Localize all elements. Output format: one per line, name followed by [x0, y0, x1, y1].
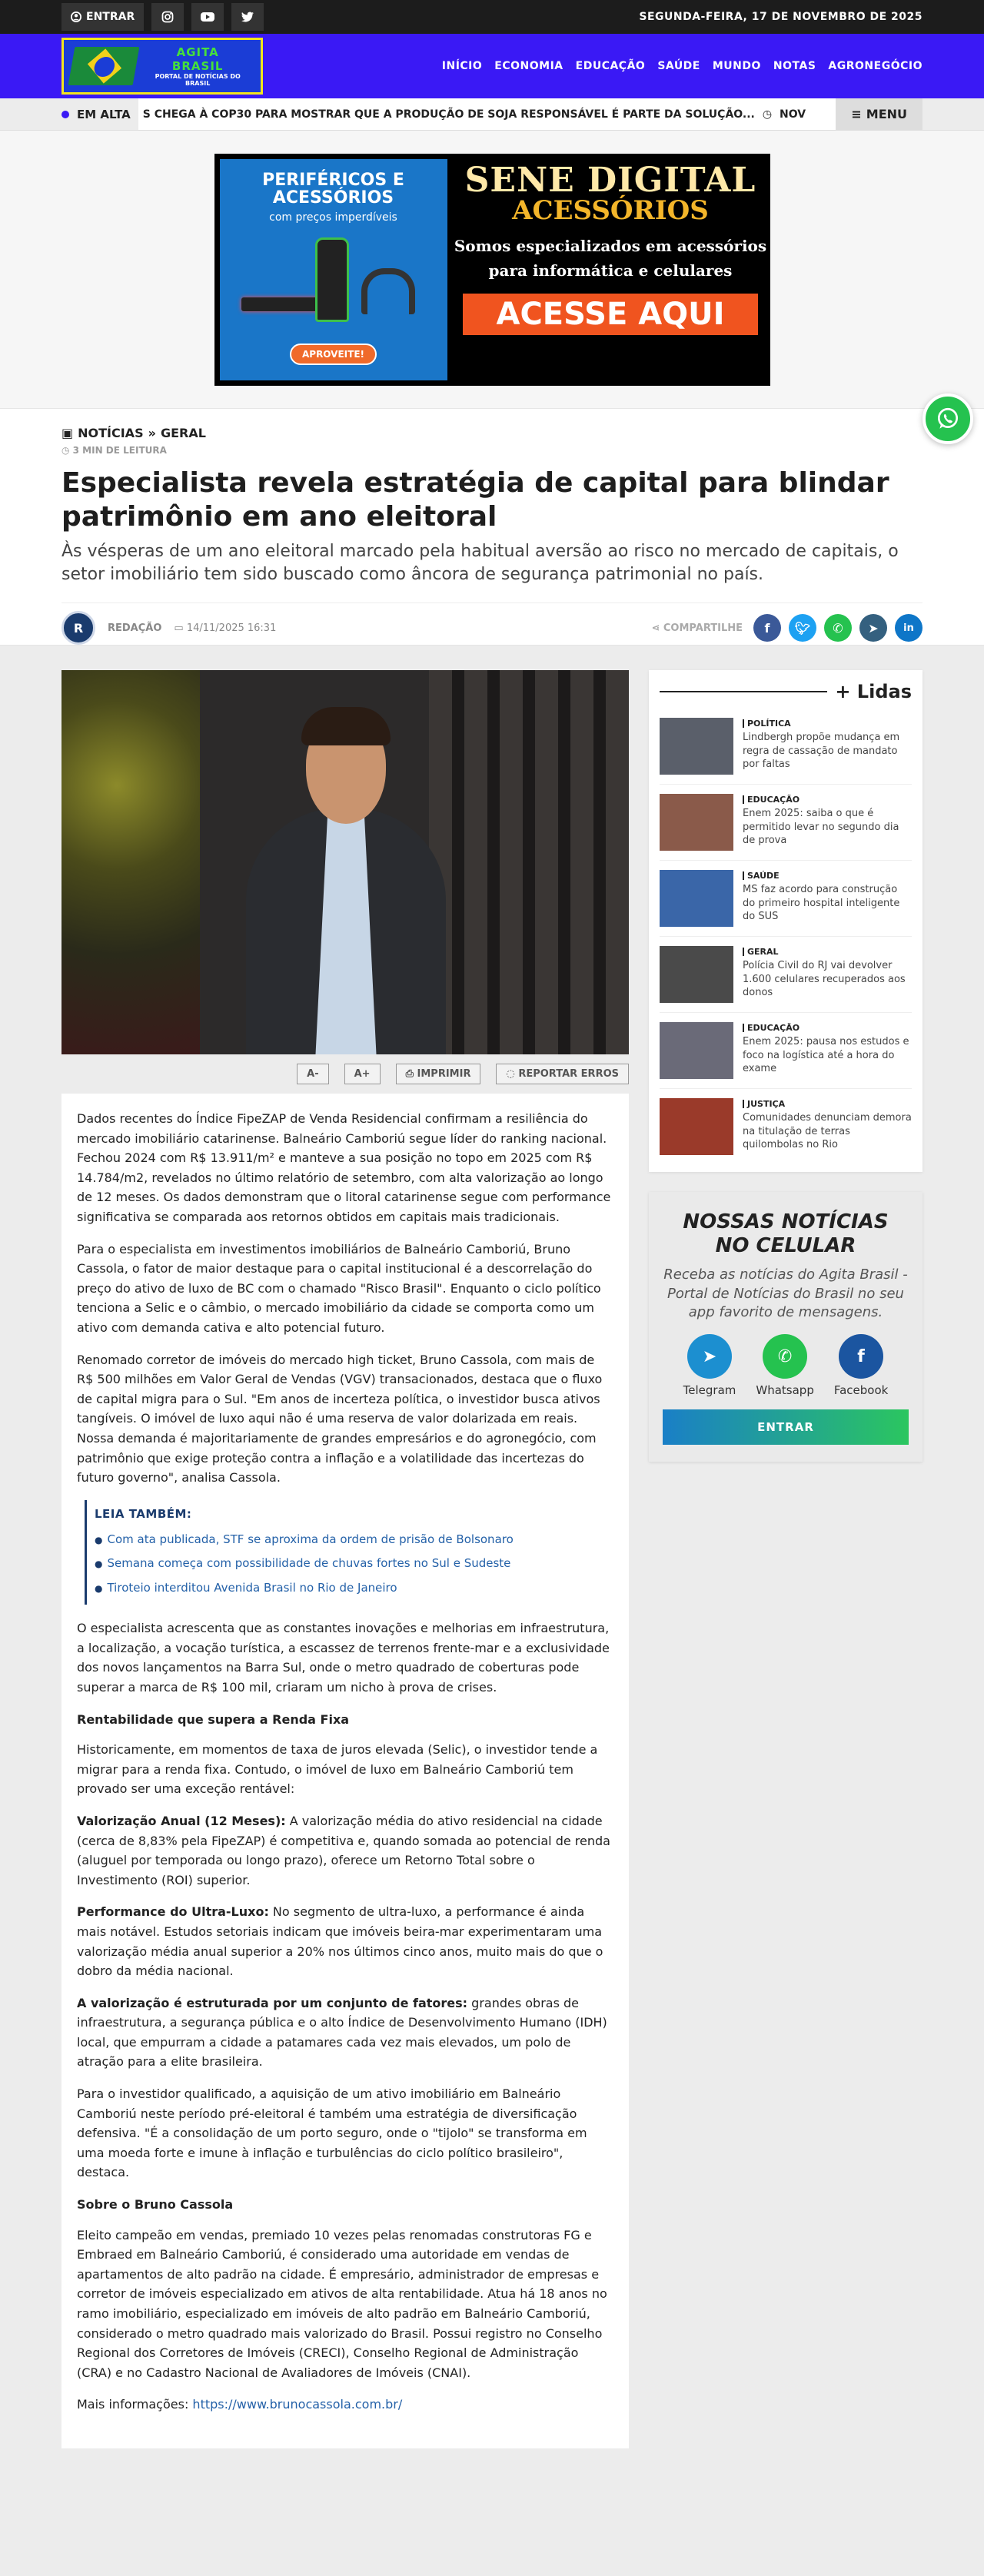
breadcrumb-section[interactable]: NOTÍCIAS	[78, 426, 144, 440]
linkedin-icon: in	[903, 622, 914, 634]
ad-brand-subtitle: ACESSÓRIOS	[512, 194, 709, 226]
bold-lead: Valorização Anual (12 Meses):	[77, 1813, 286, 1828]
most-read-box	[649, 670, 922, 1172]
whatsapp-icon: ✆	[833, 620, 843, 636]
article-paragraph	[77, 1902, 613, 1980]
share-linkedin-button[interactable]	[895, 614, 922, 642]
read-time	[62, 445, 922, 456]
most-read-thumbnail	[660, 1098, 733, 1155]
share-telegram-button[interactable]	[859, 614, 887, 642]
article-paragraph: Para o especialista em investimentos imobiliários de Balneário Camboriú, Bruno Cassola, o fator de maior destaque para o capital institucional é a descorrelação do preço do ativo de luxo de BC com o chamado "Risco Brasil". Enquanto o ciclo político tenciona a Selic e o câmbio, o mercado imobiliário da cidade se comporta como um ativo com demanda cativa e alto potencial futuro.	[77, 1241, 601, 1335]
ad-left-title: PERIFÉRICOS E ACESSÓRIOS	[262, 170, 404, 207]
whatsapp-label: Whatsapp	[756, 1383, 814, 1398]
more-info-link[interactable]: https://www.brunocassola.com.br/	[192, 2397, 403, 2412]
more-info-label: Mais informações:	[77, 2397, 193, 2412]
most-read-title: Enem 2025: saiba o que é permitido levar no segundo dia de prova	[743, 808, 899, 847]
whatsapp-channel-link[interactable]	[756, 1334, 813, 1397]
telegram-icon: ➤	[687, 1334, 732, 1379]
nav-item-saude[interactable]: SAÚDE	[657, 60, 700, 72]
ticker-label: EM ALTA	[77, 107, 131, 121]
article-paragraph: Historicamente, em momentos de taxa de juros elevada (Selic), o investidor tende a migrar para a renda fixa. Contudo, o imóvel de luxo em Balneário Camboriú tem provado ser uma exceção rentável:	[77, 1742, 598, 1797]
article-paragraph	[77, 1993, 613, 2072]
most-read-item[interactable]	[660, 937, 912, 1013]
read-time-label: 3 MIN DE LEITURA	[72, 445, 167, 456]
article-paragraph: Dados recentes do Índice FipeZAP de Venda Residencial confirmam a resiliência do mercado imobiliário catarinense. Balneário Camboriú segue líder do ranking nacional. Fechou 2024 com R$ 13.911/m² e manteve a sua posição no topo em 2025 com R$ 14.784/m2, revelados no último relatório de setembro, com alta valorização ao longo de 12 meses. Os dados demonstram que o litoral catarinense segue com performance significativa se comparada aos retornos obtidos em capitais mais tradicionais.	[77, 1111, 611, 1224]
facebook-icon: f	[764, 620, 770, 636]
nav-item-notas[interactable]: NOTAS	[773, 60, 816, 72]
ad-description: Somos especializados em acessórios para informática e celulares	[454, 236, 767, 280]
app-box-title: NOSSAS NOTÍCIAS NO CELULAR	[683, 1210, 889, 1258]
ad-cta: ACESSE AQUI	[463, 294, 758, 335]
share-twitter-button[interactable]	[789, 614, 816, 642]
app-enter-button[interactable]: ENTRAR	[663, 1409, 909, 1445]
font-decrease-button[interactable]: A-	[297, 1064, 328, 1084]
most-read-title: Lindbergh propõe mudança em regra de cassação de mandato por faltas	[743, 732, 900, 771]
site-logo[interactable]	[62, 38, 263, 95]
facebook-label: Facebook	[833, 1383, 889, 1398]
article-header	[0, 409, 984, 646]
sidebar	[649, 670, 922, 2448]
publish-date	[174, 622, 276, 634]
most-read-category: GERAL	[743, 948, 912, 956]
read-also-link[interactable]: ● Com ata publicada, STF se aproxima da ordem de prisão de Bolsonaro	[95, 1528, 613, 1552]
ticker-headline[interactable]: NOV	[780, 108, 806, 121]
paragraph-text: A valorização média do ativo residencial na cidade (cerca de 8,83% pela FipeZAP) é competitiva e, quando somada ao potencial de renda (aluguel por temporada ou longo prazo), oferece um Retorno Total sobre o Investimento (ROI) superior.	[77, 1813, 610, 1887]
share-label	[651, 622, 743, 634]
report-label: REPORTAR ERROS	[518, 1068, 619, 1080]
ad-left-subtitle: com preços imperdíveis	[269, 211, 397, 224]
article-paragraph: O especialista acrescenta que as constantes inovações e melhorias em infraestrutura, a localização, a vocação turística, a escassez de terrenos frente-mar e a exclusividade dos novos lançamentos na Barra Sul, onde o metro quadrado de coberturas pode superar a marca de R$ 100 mil, criaram um nicho à prova de crises.	[77, 1621, 610, 1695]
hamburger-icon: ≡	[851, 107, 862, 121]
article-paragraph	[77, 2395, 613, 2415]
article-meta	[62, 603, 922, 645]
newspaper-icon: ▣	[62, 426, 74, 440]
logo-line1: AGITA	[176, 45, 219, 59]
breadcrumb-separator: »	[148, 426, 156, 440]
instagram-icon	[161, 11, 174, 23]
article-tools	[62, 1054, 629, 1094]
bold-lead: Performance do Ultra-Luxo:	[77, 1904, 269, 1920]
site-header	[0, 34, 984, 98]
most-read-item[interactable]	[660, 1013, 912, 1089]
publish-date-value: 14/11/2025 16:31	[186, 622, 277, 634]
twitter-icon	[241, 12, 254, 22]
article-paragraph: Eleito campeão em vendas, premiado 10 vezes pelas renomadas construtoras FG e Embraed em Balneário Camboriú, é considerado uma autoridade em vendas de apartamentos de alto padrão na cidade. É empresário, administrador de empresas e corretor de imóveis especializado em ativos de alta rentabilidade. Atua há 18 anos no ramo imobiliário, especializado em imóveis de alto padrão em Balneário Camboriú, considerado o metro quadrado mais valorizado do Brasil. Possui registro no Conselho Regional dos Corretores de Imóveis (CRECI), Conselho Regional de Administração (CRA) e no Cadastro Nacional de Avaliadores de Imóveis (CNAI).	[77, 2227, 607, 2380]
twitter-icon: 🐦︎	[794, 620, 811, 636]
logo-tagline: PORTAL DE NOTÍCIAS DO BRASIL	[155, 73, 241, 87]
telegram-channel-link[interactable]	[683, 1334, 736, 1397]
breadcrumb	[62, 426, 922, 440]
youtube-link[interactable]	[191, 3, 224, 31]
most-read-category: EDUCAÇÃO	[743, 1024, 912, 1032]
youtube-icon	[201, 12, 214, 22]
most-read-item[interactable]	[660, 1089, 912, 1164]
breadcrumb-category[interactable]: GERAL	[160, 426, 206, 440]
app-box-subtitle: Receba as notícias do Agita Brasil - Portal de Notícias do Brasil no seu app favorito de mensagens.	[663, 1266, 908, 1320]
bold-lead: A valorização é estruturada por um conjunto de fatores:	[77, 1995, 468, 2010]
instagram-link[interactable]	[151, 3, 184, 31]
brazil-flag-icon	[68, 47, 140, 85]
paragraph-text: No segmento de ultra-luxo, a performance é ainda mais notável. Estudos setoriais indicam que imóveis beira-mar experimentaram uma valorização média anual superior a 20% nos últimos cinco anos, muito mais do que o dobro da média nacional.	[77, 1904, 603, 1979]
font-increase-button[interactable]: A+	[344, 1064, 381, 1084]
article-subheading: Sobre o Bruno Cassola	[77, 2197, 234, 2213]
nav-item-mundo[interactable]: MUNDO	[712, 60, 761, 72]
most-read-title: Enem 2025: pausa nos estudos e foco na logística até a hora do exame	[743, 1036, 909, 1075]
author-avatar[interactable]: R	[62, 611, 95, 645]
logo-line2: BRASIL	[171, 59, 224, 73]
read-also-title: LEIA TAMBÉM:	[95, 1506, 192, 1521]
most-read-category: EDUCAÇÃO	[743, 795, 912, 804]
read-also-link[interactable]: ● Semana começa com possibilidade de chuvas fortes no Sul e Sudeste	[95, 1552, 613, 1576]
current-date: SEGUNDA-FEIRA, 17 DE NOVEMBRO DE 2025	[639, 11, 922, 23]
live-dot-icon	[62, 111, 69, 118]
share-facebook-button[interactable]	[753, 614, 781, 642]
most-read-thumbnail	[660, 718, 733, 775]
most-read-category: SAÚDE	[743, 871, 912, 880]
author-name[interactable]: REDAÇÃO	[108, 622, 162, 634]
article-paragraph: Para o investidor qualificado, a aquisição de um ativo imobiliário em Balneário Camboriú neste período pré-eleitoral é também uma estratégia de diversificação defensiva. "É a consolidação de um porto seguro, onde o "tijolo" se transforma em uma moeda forte e imune à inflação e turbulências do ciclo político brasileiro", destaca.	[77, 2086, 587, 2180]
facebook-page-link[interactable]	[834, 1334, 888, 1397]
article-subtitle: Às vésperas de um ano eleitoral marcado pela habitual aversão ao risco no mercado de capitais, o setor imobiliário tem sido buscado como âncora de segurança patrimonial no país.	[62, 541, 899, 584]
login-label: ENTRAR	[86, 11, 135, 23]
twitter-link[interactable]	[231, 3, 264, 31]
telegram-icon: ➤	[868, 620, 879, 636]
login-button[interactable]	[62, 3, 144, 31]
nav-item-educacao[interactable]: EDUCAÇÃO	[575, 60, 646, 72]
share-whatsapp-button[interactable]	[824, 614, 852, 642]
telegram-label: Telegram	[683, 1383, 736, 1398]
most-read-category: POLÍTICA	[743, 719, 912, 728]
whatsapp-icon	[935, 406, 961, 432]
menu-label: MENU	[866, 107, 907, 121]
most-read-title: Comunidades denunciam demora na titulação de terras quilombolas no Rio	[743, 1112, 912, 1151]
most-read-title: + Lidas	[835, 681, 912, 702]
share-label-text: COMPARTILHE	[663, 622, 743, 634]
nav-item-inicio[interactable]: INÍCIO	[441, 60, 483, 72]
user-icon	[71, 12, 81, 22]
whatsapp-icon: ✆	[763, 1334, 807, 1379]
calendar-icon: ▭	[174, 622, 187, 634]
most-read-category: JUSTIÇA	[743, 1100, 912, 1108]
clock-icon: ◷	[62, 445, 73, 456]
ticker-headline[interactable]: S CHEGA À COP30 PARA MOSTRAR QUE A PRODUÇÃO DE SOJA RESPONSÁVEL É PARTE DA SOLUÇÃO...	[142, 108, 755, 121]
most-read-thumbnail	[660, 946, 733, 1003]
read-also-link[interactable]: ● Tiroteio interditou Avenida Brasil no Rio de Janeiro	[95, 1576, 613, 1601]
report-error-button[interactable]	[496, 1064, 629, 1084]
paragraph-text: grandes obras de infraestrutura, a segurança pública e o alto Índice de Desenvolvimento Humano (IDH) local, que empurram a cidade a patamares cada vez mais elevados, um polo de atração para a elite brasileira.	[77, 1995, 607, 2070]
nav-item-economia[interactable]: ECONOMIA	[494, 60, 563, 72]
ad-area	[0, 131, 984, 409]
most-read-thumbnail	[660, 794, 733, 851]
gaming-gear-image	[241, 237, 426, 330]
nav-item-agronegocio[interactable]: AGRONEGÓCIO	[828, 60, 922, 72]
most-read-item[interactable]	[660, 785, 912, 861]
menu-button[interactable]	[836, 98, 922, 130]
print-label: IMPRIMIR	[417, 1068, 471, 1080]
article-paragraph: Renomado corretor de imóveis do mercado high ticket, Bruno Cassola, com mais de R$ 500 milhões em Valor Geral de Vendas (VGV) transacionados, destaca que o fluxo de capital migra para o Sul. "Em anos de incerteza política, o investidor busca ativos tangíveis. O imóvel de luxo aqui não é uma reserva de valor dolarizada em reais. Nossa demanda é majoritariamente de grandes empresários e do agronegócio, com patrimônio que exige proteção contra a inflação e a volatilidade das incertezas do futuro governo", analisa Cassola.	[77, 1352, 603, 1486]
main-nav	[442, 60, 922, 72]
trending-ticker	[0, 98, 984, 131]
main-content	[0, 646, 984, 2448]
facebook-icon: f	[839, 1334, 883, 1379]
article-body	[62, 1094, 629, 2448]
article-subheading: Rentabilidade que supera a Renda Fixa	[77, 1711, 350, 1727]
ad-brand-title: SENE DIGITAL	[464, 160, 756, 200]
most-read-title: Polícia Civil do RJ vai devolver 1.600 celulares recuperados aos donos	[743, 960, 906, 999]
most-read-title: MS faz acordo para construção do primeiro hospital inteligente do SUS	[743, 884, 900, 923]
read-also-box	[85, 1500, 613, 1605]
top-bar	[0, 0, 984, 34]
print-button[interactable]	[396, 1064, 481, 1084]
most-read-item[interactable]	[660, 861, 912, 937]
printer-icon: ⎙	[405, 1068, 417, 1080]
clock-icon: ◷	[762, 108, 773, 121]
ad-banner[interactable]	[214, 154, 770, 386]
most-read-thumbnail	[660, 870, 733, 927]
app-subscribe-box	[649, 1192, 922, 1462]
ticker-track	[138, 98, 836, 130]
article-title: Especialista revela estratégia de capital para blindar patrimônio em ano eleitoral	[62, 467, 889, 533]
whatsapp-float-button[interactable]	[922, 393, 973, 444]
most-read-thumbnail	[660, 1022, 733, 1079]
ad-left-cta: APROVEITE!	[290, 344, 377, 365]
article-paragraph	[77, 1811, 613, 1890]
most-read-item[interactable]	[660, 709, 912, 785]
share-icon: ⋖	[651, 622, 663, 634]
comment-icon: ◌	[506, 1068, 519, 1080]
article-hero-image	[62, 670, 629, 1054]
